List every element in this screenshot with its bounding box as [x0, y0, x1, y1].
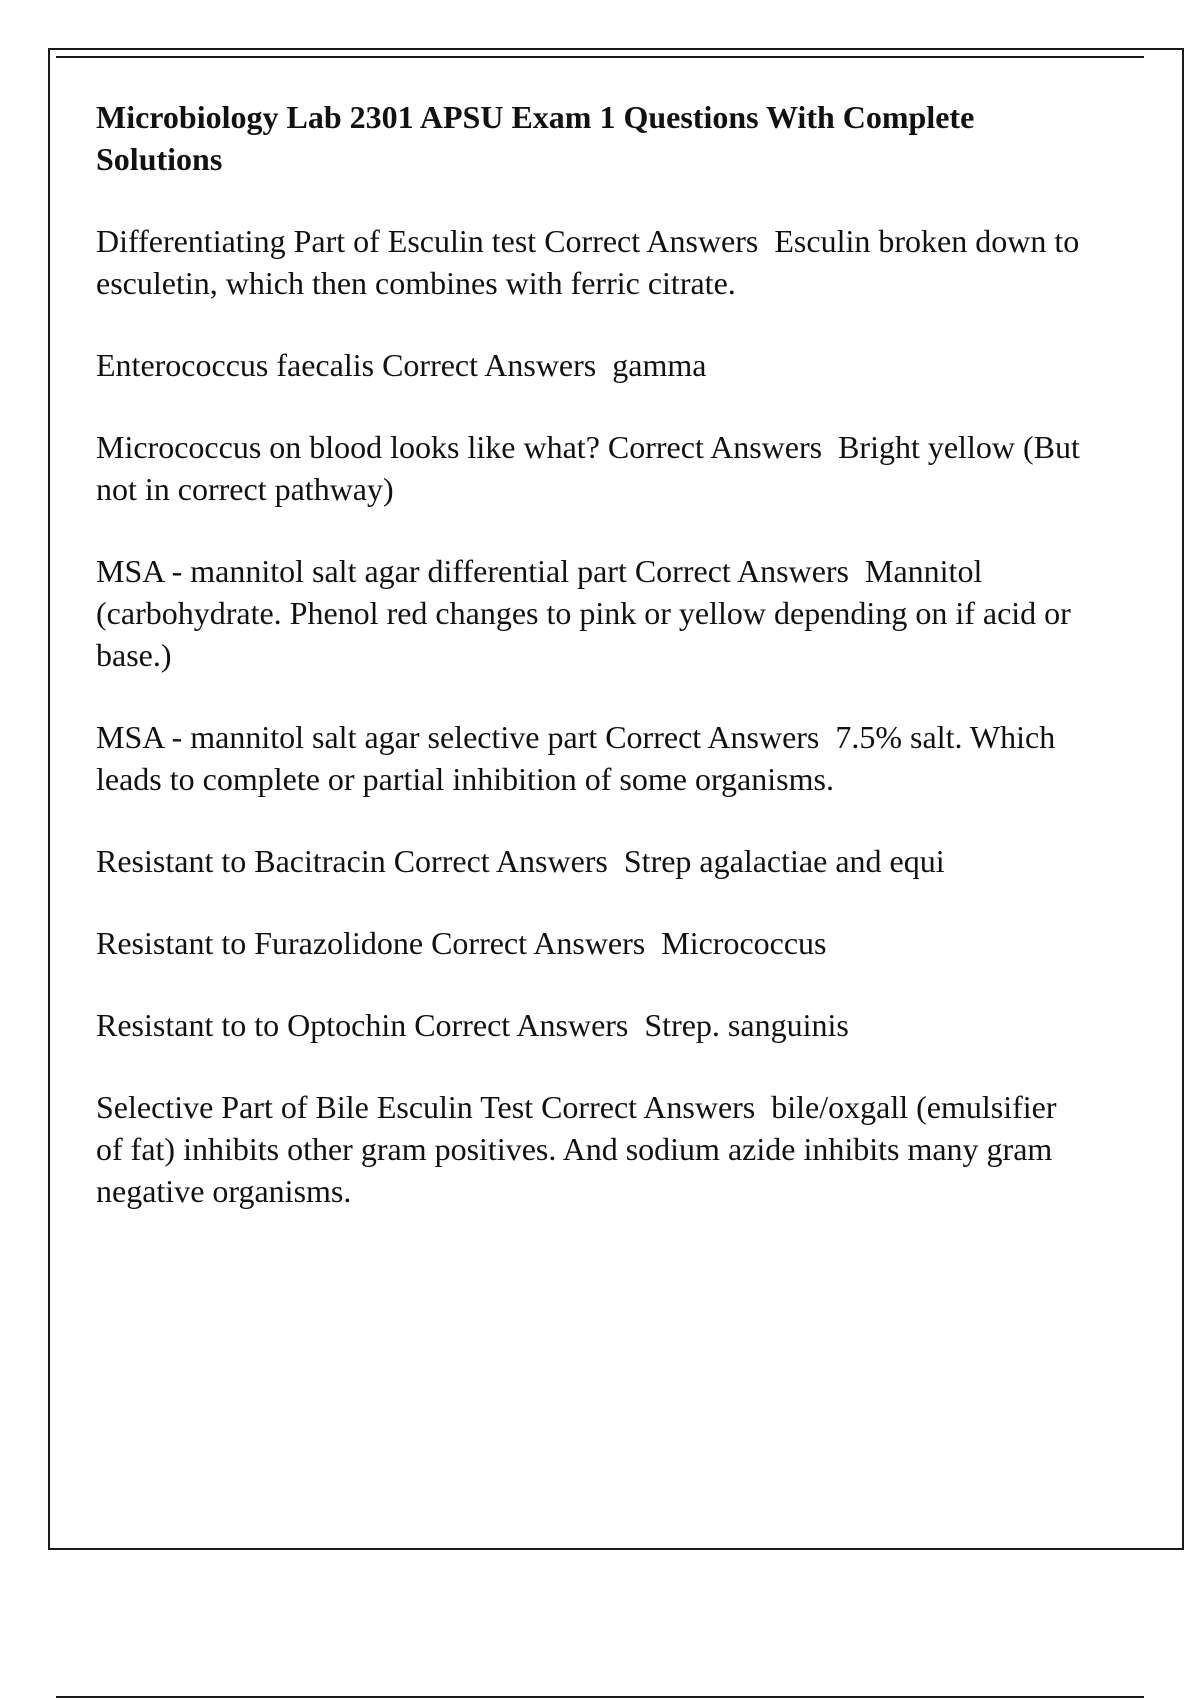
- question: Resistant to Furazolidone: [96, 925, 424, 961]
- qa-item: [96, 1086, 1086, 1212]
- bottom-rule: [56, 1696, 1144, 1698]
- answer-label: Correct Answers: [544, 223, 759, 259]
- qa-item: [96, 840, 1086, 882]
- question: Micrococcus on blood looks like what?: [96, 429, 600, 465]
- qa-item: [96, 426, 1086, 510]
- answer: Strep agalactiae and equi: [623, 843, 945, 879]
- answer-label: Correct Answers: [605, 719, 820, 755]
- question: Selective Part of Bile Esculin Test: [96, 1089, 534, 1125]
- answer-label: Correct Answers: [393, 843, 608, 879]
- document-body: [96, 96, 1086, 1252]
- question: Resistant to to Optochin: [96, 1007, 407, 1043]
- answer: Bright yellow (But not in correct pathway): [96, 429, 1088, 507]
- answer: Strep. sanguinis: [644, 1007, 849, 1043]
- answer-label: Correct Answers: [414, 1007, 629, 1043]
- answer: Esculin broken down to esculetin, which then combines with ferric citrate.: [96, 223, 1088, 301]
- question: Differentiating Part of Esculin test: [96, 223, 537, 259]
- document-title: Microbiology Lab 2301 APSU Exam 1 Questions With Complete Solutions: [96, 99, 975, 177]
- qa-item: [96, 922, 1086, 964]
- answer-label: Correct Answers: [382, 347, 597, 383]
- answer: bile/oxgall (emulsifier of fat) inhibits other gram positives. And sodium azide inhibits many gram negative organisms.: [96, 1089, 1065, 1209]
- qa-item: [96, 716, 1086, 800]
- qa-item: [96, 550, 1086, 676]
- answer-label: Correct Answers: [541, 1089, 756, 1125]
- question: MSA - mannitol salt agar selective part: [96, 719, 598, 755]
- question: Enterococcus faecalis: [96, 347, 375, 383]
- answer-label: Correct Answers: [431, 925, 646, 961]
- answer: Mannitol (carbohydrate. Phenol red changes to pink or yellow depending on if acid or base.): [96, 553, 1079, 673]
- qa-item: [96, 344, 1086, 386]
- answer: gamma: [612, 347, 707, 383]
- question: Resistant to Bacitracin: [96, 843, 386, 879]
- top-rule: [56, 56, 1144, 58]
- answer: Micrococcus: [661, 925, 827, 961]
- qa-item: [96, 1004, 1086, 1046]
- answer-label: Correct Answers: [634, 553, 849, 589]
- answer: 7.5% salt. Which leads to complete or partial inhibition of some organisms.: [96, 719, 1064, 797]
- question: MSA - mannitol salt agar differential part: [96, 553, 627, 589]
- qa-item: [96, 220, 1086, 304]
- answer-label: Correct Answers: [607, 429, 823, 465]
